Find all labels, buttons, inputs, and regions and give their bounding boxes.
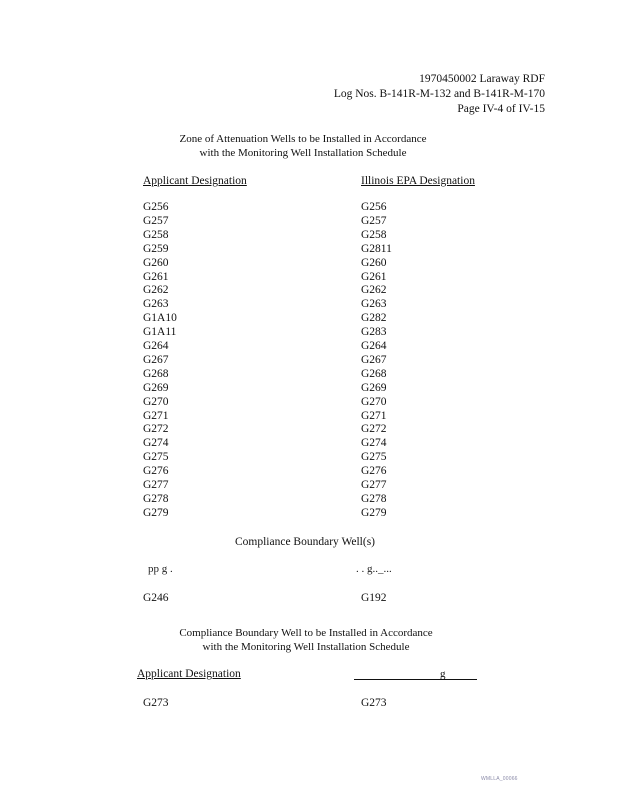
section1-applicant-cell: G263: [143, 298, 169, 311]
section1-epa-cell: G261: [361, 270, 387, 283]
section3-applicant-cell: G273: [143, 697, 169, 709]
section1-applicant-cell: G275: [143, 451, 169, 464]
section1-applicant-cell: G269: [143, 381, 169, 394]
section1-epa-cell: G263: [361, 298, 387, 311]
section1-epa-cell: G257: [361, 214, 387, 227]
section1-epa-cell: G2811: [361, 242, 392, 255]
section1-epa-cell: G262: [361, 284, 387, 297]
section1-epa-cell: G256: [361, 201, 387, 213]
section1-epa-cell: G260: [361, 256, 387, 269]
section1-epa-cell: G283: [361, 326, 387, 339]
document-id-header: 1970450002 Laraway RDF: [419, 73, 545, 85]
section1-epa-header: Illinois EPA Designation: [361, 175, 475, 187]
section1-epa-cell: G282: [361, 312, 387, 325]
section1-epa-cell: G275: [361, 451, 387, 464]
log-numbers-header: Log Nos. B-141R-M-132 and B-141R-M-170: [333, 88, 545, 100]
bates-stamp: WMLLA_00066: [481, 776, 518, 782]
section3-applicant-header: Applicant Designation: [137, 668, 241, 680]
section1-epa-cell: G271: [361, 409, 387, 422]
section1-applicant-cell: G260: [143, 256, 169, 269]
section1-epa-cell: G278: [361, 492, 387, 505]
section1-applicant-cell: G274: [143, 437, 169, 450]
section1-applicant-cell: G267: [143, 353, 169, 366]
section1-applicant-cell: G268: [143, 367, 169, 380]
section1-applicant-header: Applicant Designation: [143, 175, 247, 187]
section1-epa-cell: G279: [361, 506, 387, 519]
section1-applicant-cell: G259: [143, 242, 169, 255]
section1-applicant-cell: G257: [143, 214, 169, 227]
section1-applicant-cell: G276: [143, 465, 169, 478]
section1-applicant-cell: G271: [143, 409, 169, 422]
section1-applicant-cell: G262: [143, 284, 169, 297]
section1-title-line2: with the Monitoring Well Installation Schedule: [199, 147, 407, 159]
section1-epa-cell: G270: [361, 395, 387, 408]
section3-epa-header-fragment: g: [440, 668, 446, 680]
section3-epa-cell: G273: [361, 697, 387, 709]
section1-epa-cell: G272: [361, 423, 387, 436]
section1-applicant-cell: G258: [143, 228, 169, 241]
section1-applicant-cell: G1A10: [143, 312, 177, 325]
page-number-header: Page IV-4 of IV-15: [457, 103, 545, 115]
section1-applicant-cell: G277: [143, 479, 169, 491]
section1-epa-cell: G276: [361, 465, 387, 478]
section1-epa-cell: G258: [361, 228, 387, 241]
section2-applicant-cell: G246: [143, 592, 169, 604]
section1-epa-cell: G274: [361, 437, 387, 450]
section1-epa-cell: G264: [361, 340, 387, 352]
section1-applicant-cell: G261: [143, 270, 169, 283]
section2-applicant-header-fragment: pp g .: [148, 563, 173, 575]
section1-epa-cell: G277: [361, 479, 387, 491]
section1-epa-cell: G267: [361, 353, 387, 366]
section1-applicant-cell: G256: [143, 201, 169, 213]
section1-applicant-cell: G272: [143, 423, 169, 436]
section1-applicant-cell: G264: [143, 340, 169, 352]
section1-applicant-cell: G1A11: [143, 326, 177, 339]
section1-applicant-cell: G270: [143, 395, 169, 408]
section3-epa-header-underline: [354, 679, 477, 680]
section2-epa-cell: G192: [361, 592, 387, 604]
section3-title-line2: with the Monitoring Well Installation Schedule: [202, 641, 410, 653]
section2-epa-header-fragment: . . g.._...: [356, 563, 392, 575]
section3-title-line1: Compliance Boundary Well to be Installed in Accordance: [179, 627, 433, 639]
section2-title: Compliance Boundary Well(s): [234, 536, 376, 548]
section1-title-line1: Zone of Attenuation Wells to be Installed in Accordance: [179, 133, 427, 145]
section1-applicant-cell: G279: [143, 506, 169, 519]
section1-applicant-cell: G278: [143, 492, 169, 505]
section1-epa-cell: G268: [361, 367, 387, 380]
section1-epa-cell: G269: [361, 381, 387, 394]
